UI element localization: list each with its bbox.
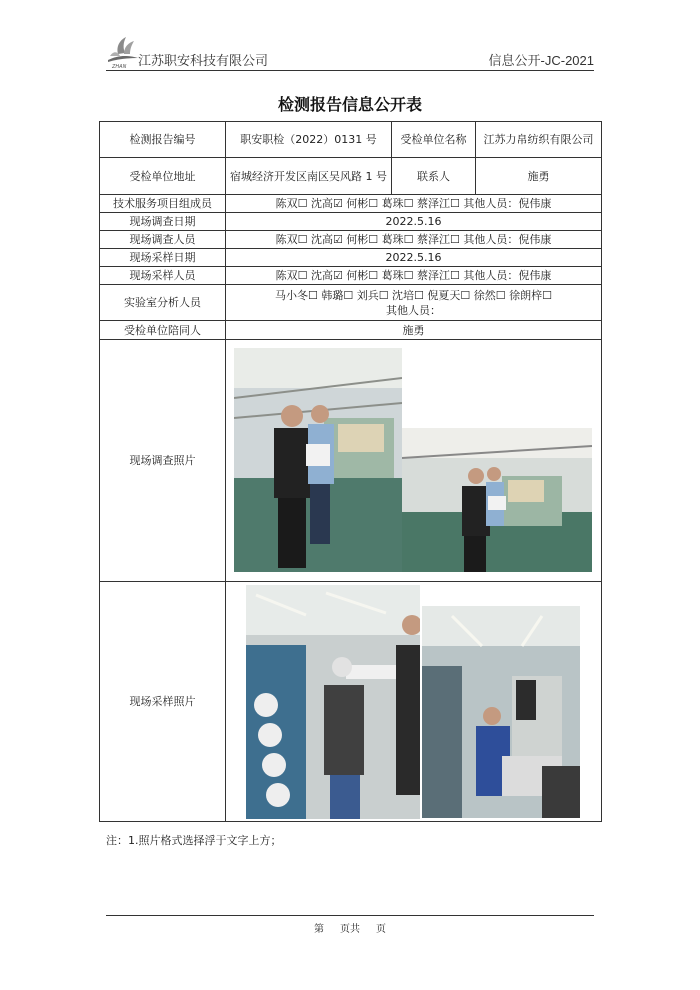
table-row: [100, 582, 602, 822]
survey-staff-label: 现场调查人员: [100, 231, 226, 249]
escort-label: 受检单位陪同人: [100, 321, 226, 340]
table-row: [100, 249, 602, 267]
sampling-date-value: 2022.5.16: [226, 249, 602, 267]
header-rule: [106, 70, 594, 71]
footer-total-unit: 页: [376, 924, 386, 935]
survey-staff-value: 陈双☐ 沈高☑ 何彬☐ 葛珠☐ 蔡泽江☐ 其他人员：倪伟康: [226, 231, 602, 249]
company-name: 江苏职安科技有限公司: [138, 54, 269, 69]
document-number: 信息公开-JC-2021: [488, 53, 594, 68]
tech-team-value: 陈双☐ 沈高☑ 何彬☐ 葛珠☐ 蔡泽江☐ 其他人员：倪伟康: [226, 195, 602, 213]
table-row: [100, 122, 602, 158]
table-row: [100, 158, 602, 195]
sampling-photos-cell: [226, 582, 602, 822]
contact-value: 施勇: [476, 158, 602, 195]
table-row: [100, 340, 602, 582]
survey-date-value: 2022.5.16: [226, 213, 602, 231]
survey-date-label: 现场调查日期: [100, 213, 226, 231]
client-address-label: 受检单位地址: [100, 158, 226, 195]
table-row: [100, 195, 602, 213]
table-row: [100, 231, 602, 249]
escort-value: 施勇: [226, 321, 602, 340]
client-name-label: 受检单位名称: [392, 122, 476, 158]
contact-label: 联系人: [392, 158, 476, 195]
report-no-value: 职安职检（2022）0131 号: [226, 122, 392, 158]
lab-staff-line2: 其他人员：: [386, 303, 441, 317]
table-row: [100, 285, 602, 321]
logo-text: ZHAN: [112, 64, 127, 70]
footer-rule: [106, 915, 594, 916]
company-logo: [106, 34, 140, 70]
info-table: [99, 121, 602, 822]
table-row: [100, 267, 602, 285]
footer-page: 第: [314, 924, 324, 935]
page-header: [106, 34, 594, 70]
tech-team-label: 技术服务项目组成员: [100, 195, 226, 213]
survey-photos-cell: [226, 340, 602, 582]
page-title: 检测报告信息公开表: [277, 95, 422, 114]
table-row: [100, 213, 602, 231]
sampling-date-label: 现场采样日期: [100, 249, 226, 267]
client-address-value: 宿城经济开发区南区吴风路 1 号: [226, 158, 392, 195]
lab-staff-label: 实验室分析人员: [100, 285, 226, 321]
sampling-photos-label: 现场采样照片: [100, 582, 226, 822]
survey-photo-1: [234, 348, 402, 572]
report-no-label: 检测报告编号: [100, 122, 226, 158]
client-name-value: 江苏力帛纺织有限公司: [476, 122, 602, 158]
footnote: 注：1.照片格式选择浮于文字上方；: [106, 834, 282, 847]
sampling-staff-value: 陈双☐ 沈高☑ 何彬☐ 葛珠☐ 蔡泽江☐ 其他人员：倪伟康: [226, 267, 602, 285]
sampling-photo-1: [246, 585, 420, 819]
survey-photo-2: [402, 428, 592, 572]
sampling-photo-2: [422, 606, 580, 818]
survey-photos-label: 现场调查照片: [100, 340, 226, 582]
page-footer: [0, 920, 700, 935]
table-row: [100, 321, 602, 340]
footer-page-unit: 页共: [340, 924, 360, 935]
sampling-staff-label: 现场采样人员: [100, 267, 226, 285]
lab-staff-value: [226, 285, 602, 321]
lab-staff-line1: 马小冬☐ 韩璐☐ 刘兵☐ 沈培☐ 倪夏天☐ 徐然☐ 徐朗梓☐: [274, 288, 552, 302]
